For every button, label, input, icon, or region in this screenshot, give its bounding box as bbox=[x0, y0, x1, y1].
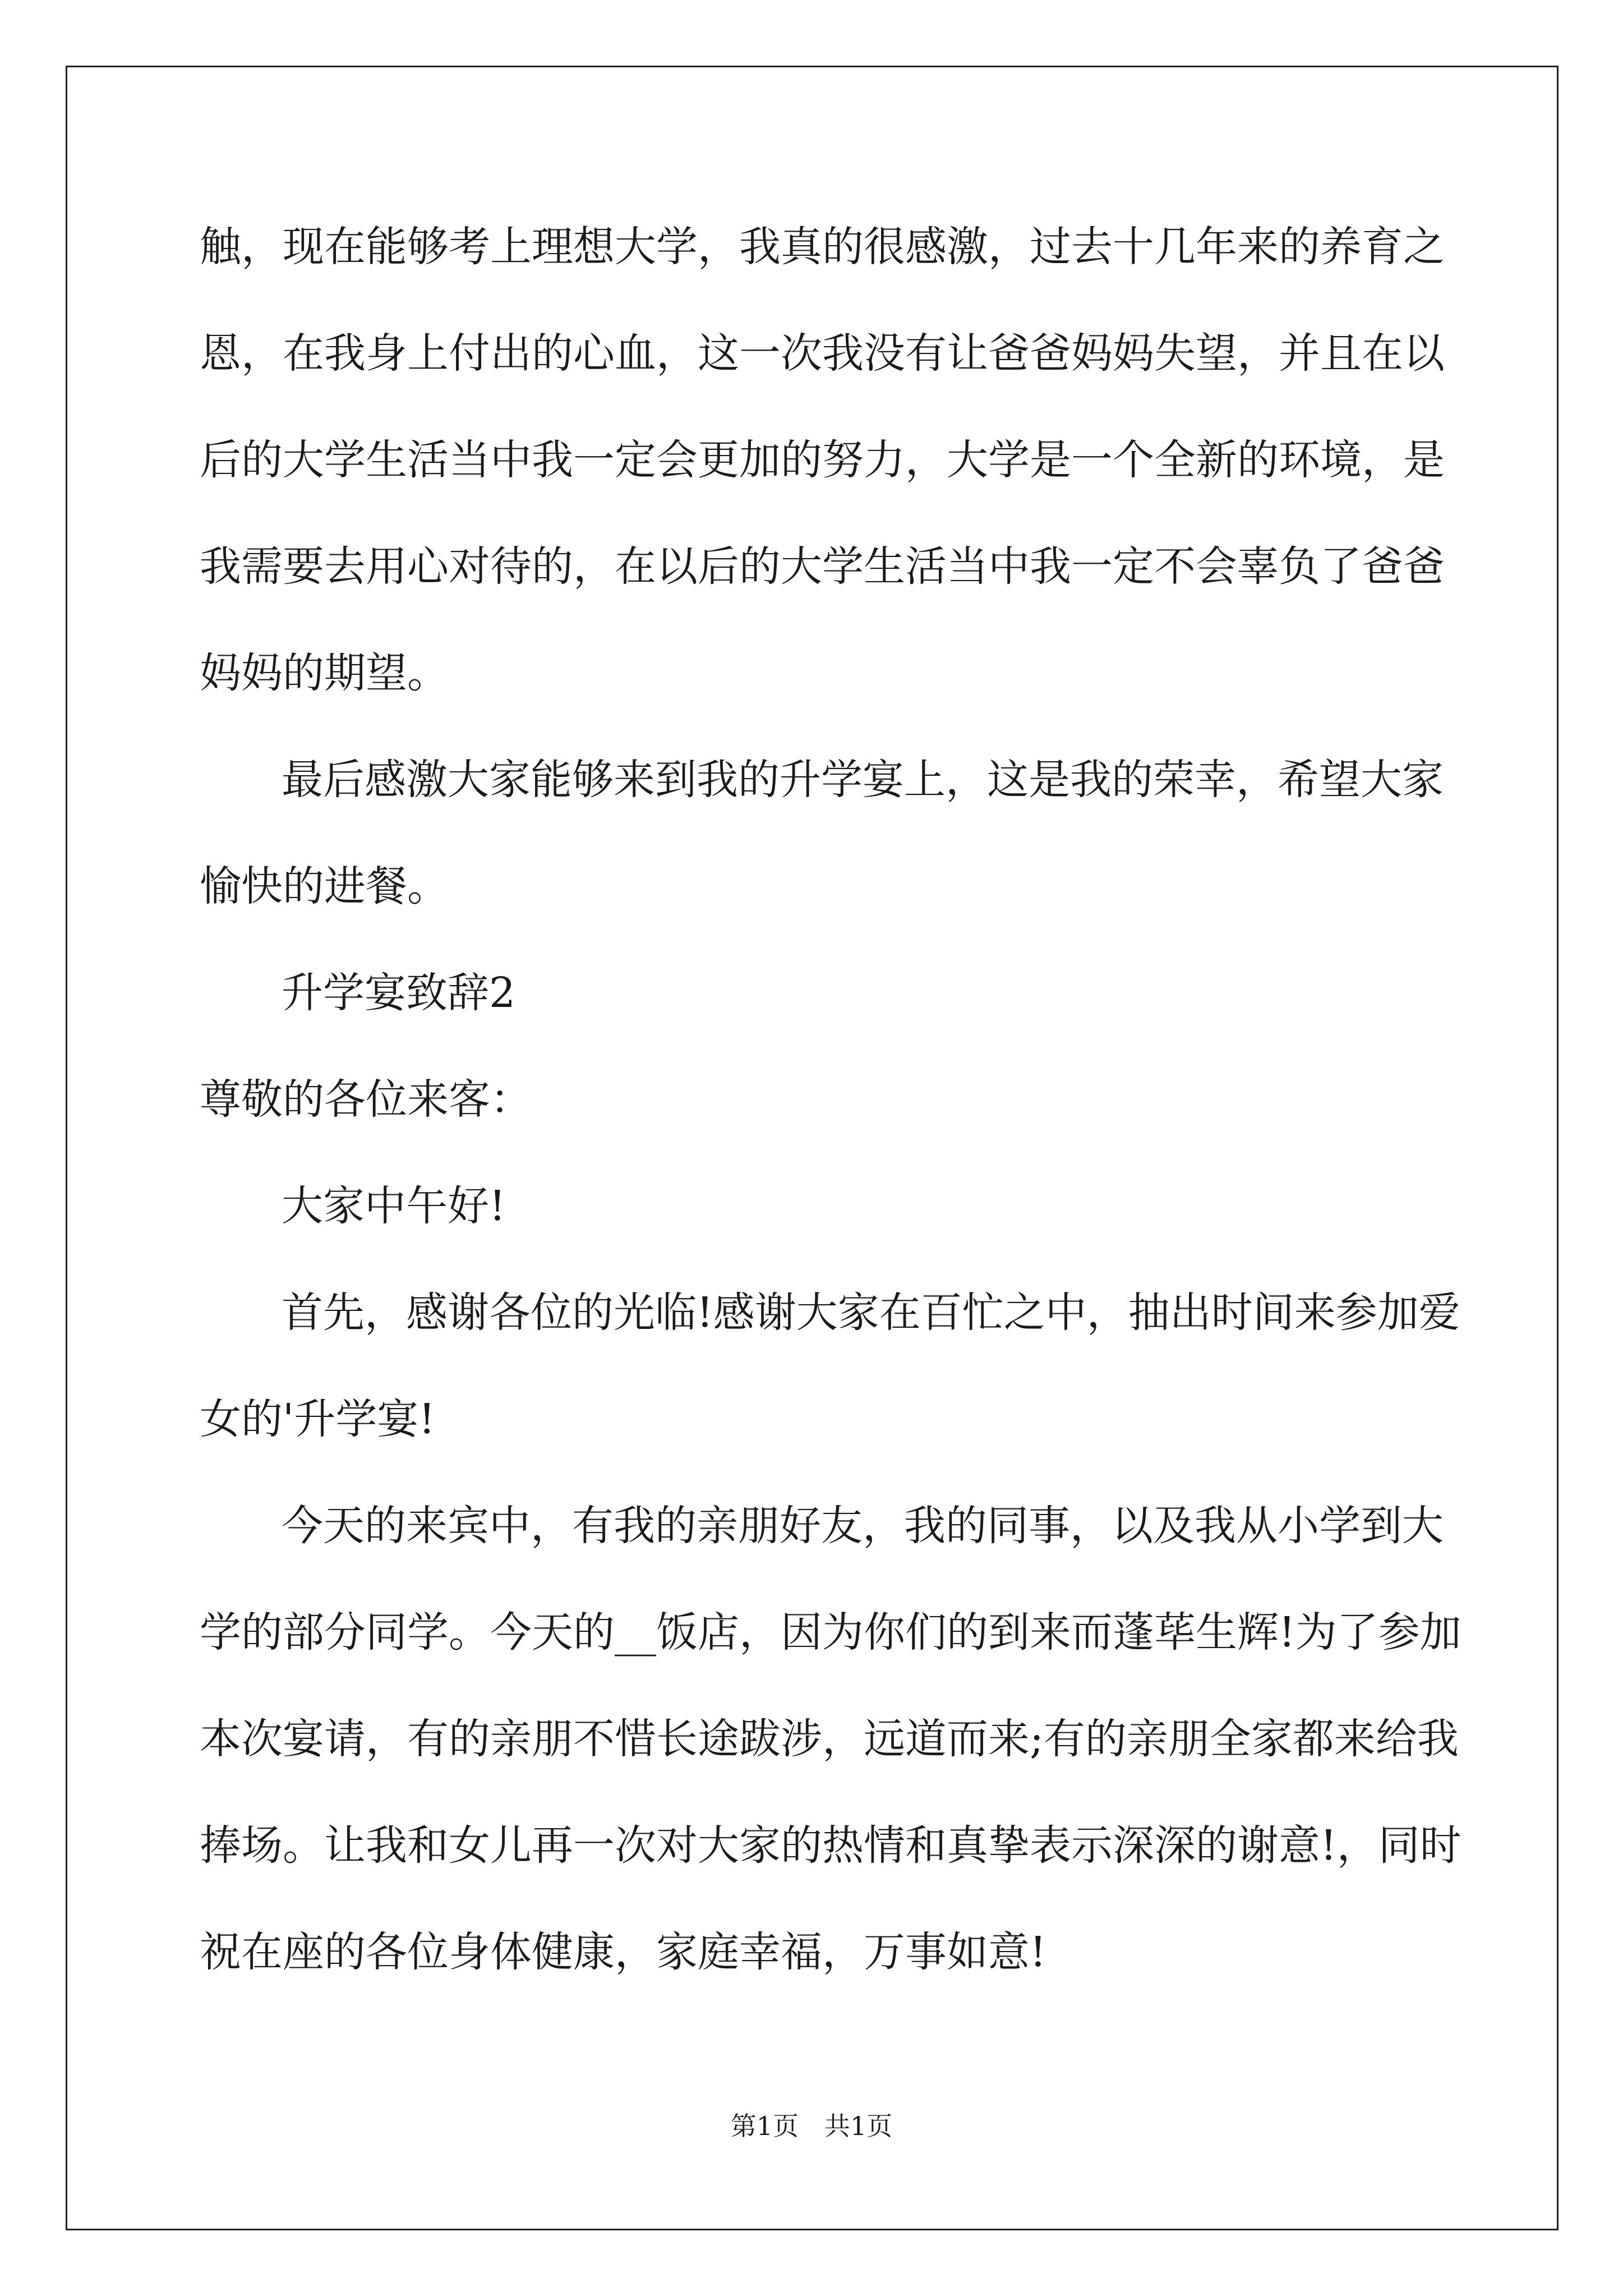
body-line: 学的部分同学。今天的__饭店，因为你们的到来而蓬荜生辉!为了参加 bbox=[200, 1608, 1461, 1657]
salutation: 尊敬的各位来客： bbox=[200, 1075, 532, 1124]
body-line: 我需要去用心对待的，在以后的大学生活当中我一定不会辜负了爸爸 bbox=[200, 542, 1445, 591]
body-line: 最后感激大家能够来到我的升学宴上，这是我的荣幸，希望大家 bbox=[282, 756, 1444, 804]
body-line: 首先，感谢各位的光临!感谢大家在百忙之中，抽出时间来参加爱 bbox=[282, 1289, 1460, 1337]
body-line: 捧场。让我和女儿再一次对大家的热情和真挚表示深深的谢意!，同时 bbox=[200, 1821, 1461, 1870]
body-line: 本次宴请，有的亲朋不惜长途跋涉，远道而来;有的亲朋全家都来给我 bbox=[200, 1715, 1459, 1763]
body-line: 触，现在能够考上理想大学，我真的很感激，过去十几年来的养育之 bbox=[200, 223, 1445, 271]
body-line: 女的'升学宴! bbox=[200, 1395, 436, 1443]
body-line: 恩，在我身上付出的心血，这一次我没有让爸爸妈妈失望，并且在以 bbox=[200, 329, 1445, 378]
body-line: 愉快的进餐。 bbox=[200, 862, 449, 910]
page-border bbox=[66, 66, 1559, 2230]
page-number: 第1页 共1页 bbox=[730, 2111, 893, 2141]
section-heading: 升学宴致辞2 bbox=[282, 969, 516, 1017]
body-line: 祝在座的各位身体健康，家庭幸福，万事如意! bbox=[200, 1928, 1046, 1976]
body-line: 今天的来宾中，有我的亲朋好友，我的同事，以及我从小学到大 bbox=[282, 1502, 1444, 1550]
body-line: 妈妈的期望。 bbox=[200, 649, 449, 697]
body-line: 后的大学生活当中我一定会更加的努力，大学是一个全新的环境，是 bbox=[200, 436, 1445, 484]
greeting: 大家中午好! bbox=[282, 1182, 506, 1230]
